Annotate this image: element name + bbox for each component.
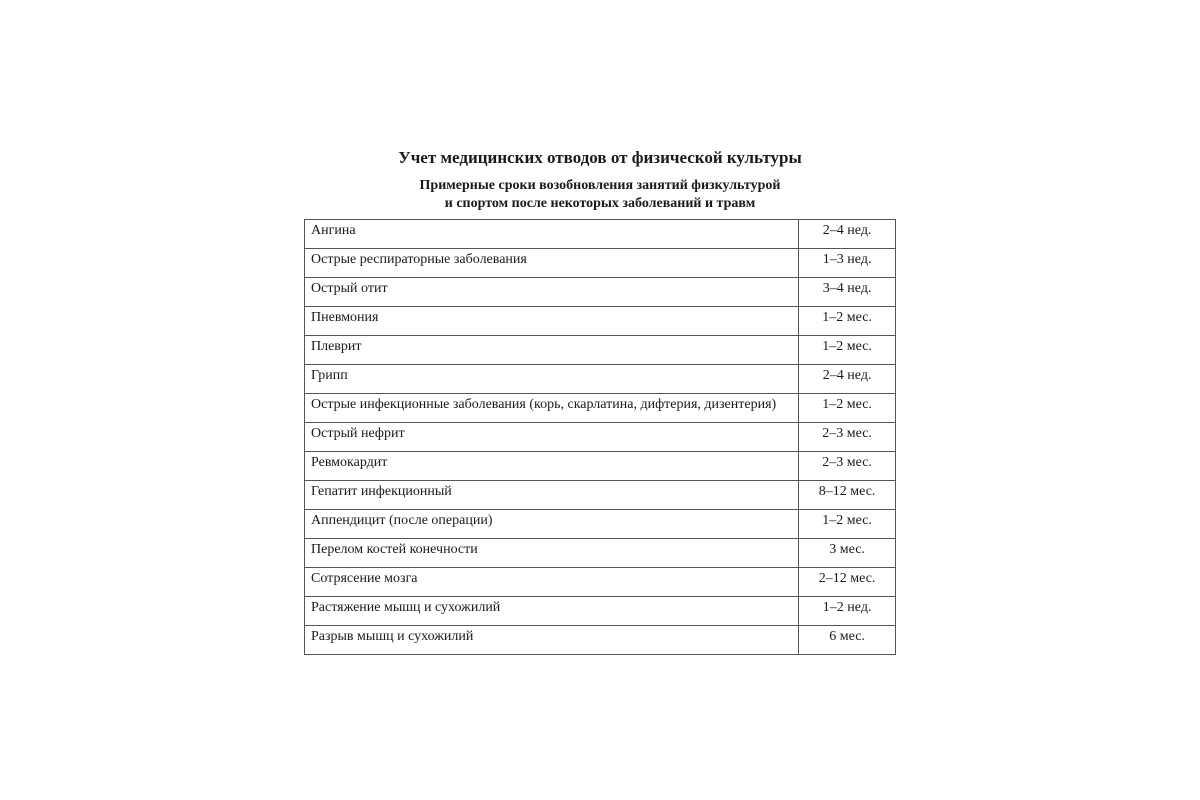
- subtitle-line-2: и спортом после некоторых заболеваний и травм: [444, 196, 756, 211]
- period-cell: 1–2 мес.: [799, 510, 896, 539]
- condition-cell: Ангина: [305, 220, 799, 249]
- condition-cell: Острый отит: [305, 278, 799, 307]
- period-cell: 2–12 мес.: [799, 568, 896, 597]
- table-row: [305, 510, 896, 539]
- recovery-periods-table: [304, 219, 896, 655]
- table-row: [305, 423, 896, 452]
- condition-cell: Острый нефрит: [305, 423, 799, 452]
- document-subtitle: [0, 177, 1200, 213]
- table-row: [305, 394, 896, 423]
- table-row: [305, 539, 896, 568]
- condition-cell: Грипп: [305, 365, 799, 394]
- table-row: [305, 568, 896, 597]
- table-row: [305, 452, 896, 481]
- table-body: [305, 220, 896, 655]
- period-cell: 1–2 мес.: [799, 394, 896, 423]
- period-cell: 1–2 нед.: [799, 597, 896, 626]
- period-cell: 1–3 нед.: [799, 249, 896, 278]
- condition-cell: Разрыв мышц и сухожилий: [305, 626, 799, 655]
- table-row: [305, 597, 896, 626]
- condition-cell: Острые инфекционные заболевания (корь, скарлатина, дифтерия, дизентерия): [305, 394, 799, 423]
- table-row: [305, 481, 896, 510]
- table-row: [305, 307, 896, 336]
- condition-cell: Пневмония: [305, 307, 799, 336]
- condition-cell: Острые респираторные заболевания: [305, 249, 799, 278]
- period-cell: 1–2 мес.: [799, 336, 896, 365]
- condition-cell: Сотрясение мозга: [305, 568, 799, 597]
- table-row: [305, 278, 896, 307]
- table-row: [305, 365, 896, 394]
- period-cell: 2–3 мес.: [799, 423, 896, 452]
- period-cell: 2–4 нед.: [799, 365, 896, 394]
- condition-cell: Гепатит инфекционный: [305, 481, 799, 510]
- condition-cell: Растяжение мышц и сухожилий: [305, 597, 799, 626]
- period-cell: 2–3 мес.: [799, 452, 896, 481]
- table-row: [305, 220, 896, 249]
- condition-cell: Плеврит: [305, 336, 799, 365]
- table-row: [305, 626, 896, 655]
- condition-cell: Аппендицит (после операции): [305, 510, 799, 539]
- condition-cell: Перелом костей конечности: [305, 539, 799, 568]
- period-cell: 8–12 мес.: [799, 481, 896, 510]
- subtitle-line-1: Примерные сроки возобновления занятий физкультурой: [419, 178, 781, 193]
- document-title: Учет медицинских отводов от физической культуры: [398, 148, 802, 167]
- period-cell: 2–4 нед.: [799, 220, 896, 249]
- period-cell: 6 мес.: [799, 626, 896, 655]
- period-cell: 1–2 мес.: [799, 307, 896, 336]
- table-row: [305, 249, 896, 278]
- table-row: [305, 336, 896, 365]
- period-cell: 3–4 нед.: [799, 278, 896, 307]
- period-cell: 3 мес.: [799, 539, 896, 568]
- condition-cell: Ревмокардит: [305, 452, 799, 481]
